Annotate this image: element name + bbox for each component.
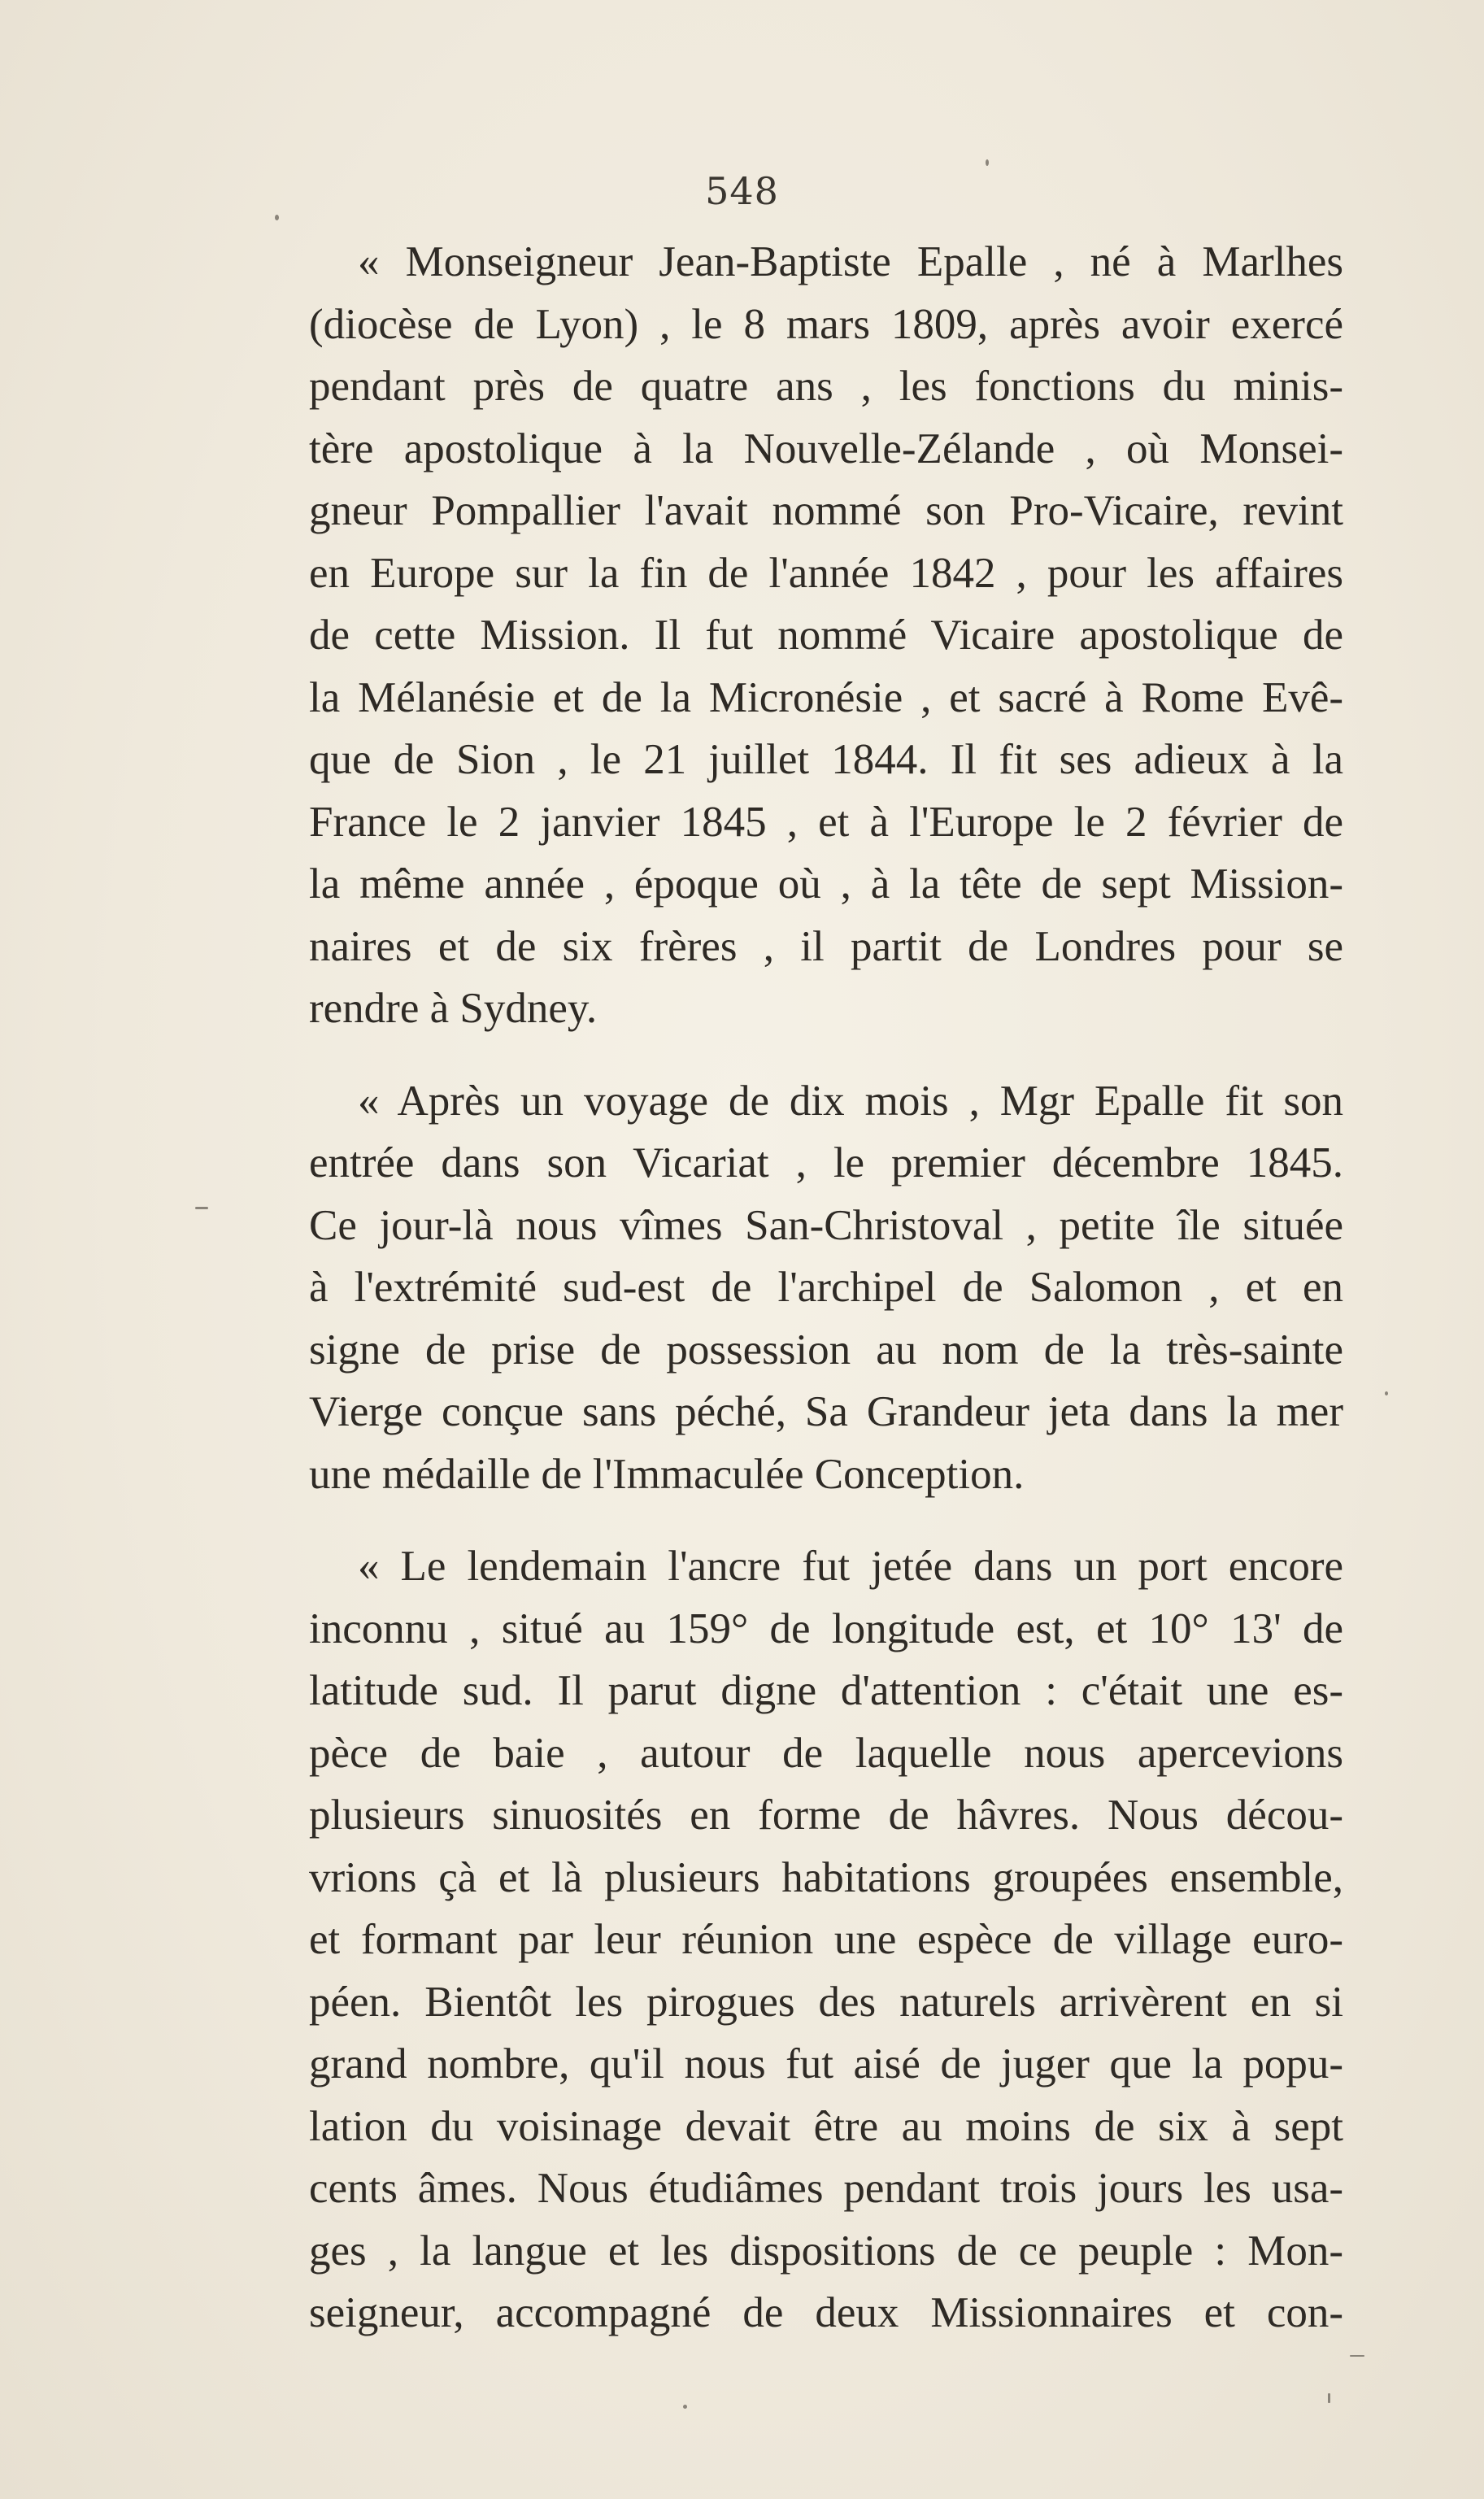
page-number: 548 (705, 169, 779, 213)
text-line: une médaille de l'Immaculée Conception. (309, 1450, 1025, 1498)
text-line: rendre à Sydney. (309, 985, 598, 1032)
text-line: tère apostolique à la Nouvelle-Zélande , où Monsei- (309, 424, 1343, 472)
text-line: Ce jour-là nous vîmes San-Christoval , petite île située (309, 1201, 1343, 1249)
text-line: naires et de six frères , il partit de Londres pour se (309, 922, 1343, 970)
paper-speck (195, 1207, 208, 1209)
text-line: ges , la langue et les dispositions de ce peuple : Mon- (309, 2227, 1343, 2275)
paper-speck (1350, 2355, 1364, 2357)
paper-speck (1328, 2393, 1330, 2403)
text-line: inconnu , situé au 159° de longitude est, et 10° 13' de (309, 1604, 1343, 1652)
body-text (309, 231, 1343, 2375)
text-line: en Europe sur la fin de l'année 1842 , pour les affaires (309, 549, 1343, 597)
text-line: « Monseigneur Jean-Baptiste Epalle , né à Marlhes (358, 238, 1343, 285)
text-line: la Mélanésie et de la Micronésie , et sacré à Rome Evê- (309, 673, 1343, 721)
paragraph-2 (309, 1070, 1343, 1506)
text-line: Vierge conçue sans péché, Sa Grandeur jeta dans la mer (309, 1388, 1343, 1435)
text-line: la même année , époque où , à la tête de sept Mission- (309, 860, 1343, 908)
paper-speck (683, 2405, 687, 2409)
paper-speck (275, 215, 279, 220)
text-line: péen. Bientôt les pirogues des naturels arrivèrent en si (309, 1978, 1343, 2026)
paper-speck (986, 159, 989, 166)
text-line: « Après un voyage de dix mois , Mgr Epalle fit son (358, 1077, 1343, 1125)
text-line: latitude sud. Il parut digne d'attention : c'était une es- (309, 1667, 1343, 1714)
paragraph-1 (309, 231, 1343, 1040)
paper-speck (1385, 1391, 1388, 1395)
text-line: à l'extrémité sud-est de l'archipel de Salomon , et en (309, 1264, 1343, 1311)
text-line: et formant par leur réunion une espèce de village euro- (309, 1916, 1343, 1963)
text-line: pendant près de quatre ans , les fonctions du minis- (309, 363, 1343, 410)
text-line: « Le lendemain l'ancre fut jetée dans un port encore (358, 1543, 1343, 1590)
text-line: plusieurs sinuosités en forme de hâvres. Nous décou- (309, 1792, 1343, 1839)
text-line: que de Sion , le 21 juillet 1844. Il fit ses adieux à la (309, 736, 1343, 783)
text-line: (diocèse de Lyon) , le 8 mars 1809, après avoir exercé (309, 300, 1343, 348)
text-line: pèce de baie , autour de laquelle nous apercevions (309, 1729, 1343, 1777)
text-line: cents âmes. Nous étudiâmes pendant trois jours les usa- (309, 2165, 1343, 2212)
text-line: vrions çà et là plusieurs habitations groupées ensemble, (309, 1853, 1343, 1901)
text-line: entrée dans son Vicariat , le premier décembre 1845. (309, 1139, 1343, 1186)
text-line: grand nombre, qu'il nous fut aisé de juger que la popu- (309, 2040, 1343, 2088)
text-line: de cette Mission. Il fut nommé Vicaire apostolique de (309, 612, 1343, 659)
text-line: gneur Pompallier l'avait nommé son Pro-Vicaire, revint (309, 487, 1343, 534)
text-line: signe de prise de possession au nom de la très-sainte (309, 1326, 1343, 1374)
text-line: France le 2 janvier 1845 , et à l'Europe le 2 février de (309, 798, 1343, 846)
paragraph-3 (309, 1535, 1343, 2344)
text-line: seigneur, accompagné de deux Missionnaires et con- (309, 2289, 1343, 2336)
text-line: lation du voisinage devait être au moins de six à sept (309, 2102, 1343, 2150)
